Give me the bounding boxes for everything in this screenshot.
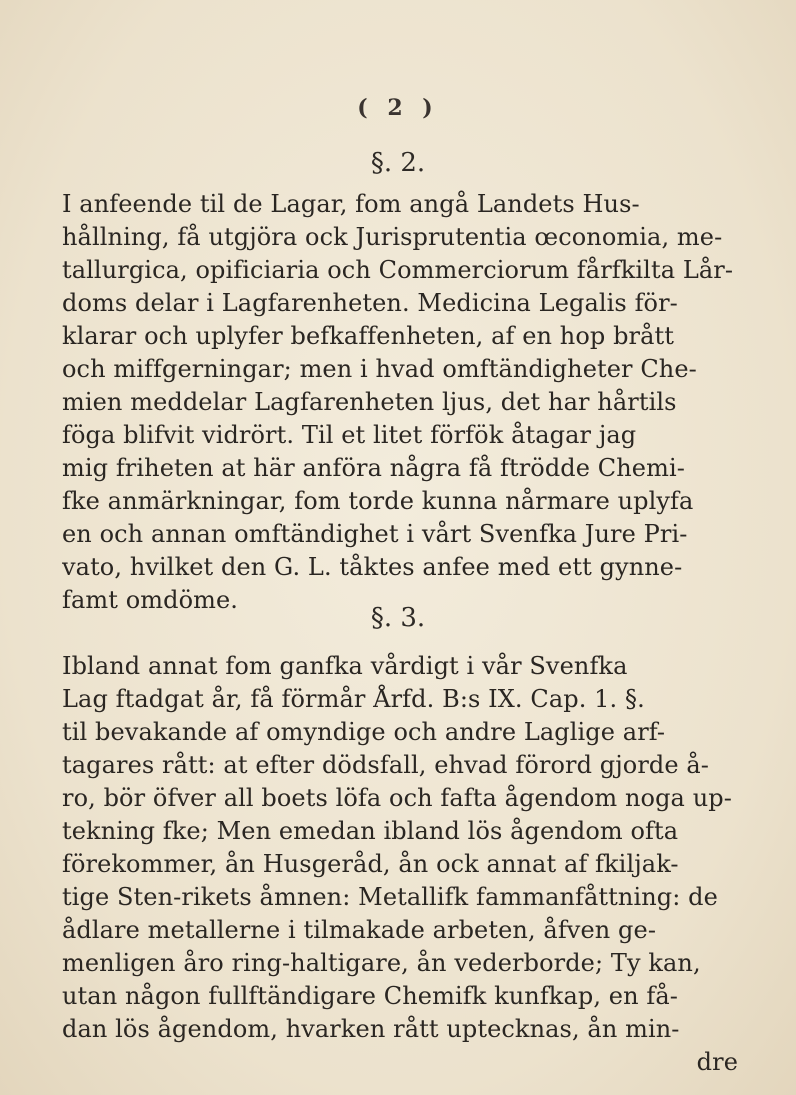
text-line: mien meddelar Lagfarenheten ljus, det har hårtils — [62, 388, 677, 416]
text-line: föga blifvit vidrört. Til et litet förfök åtagar jag — [62, 421, 637, 449]
text-line: mig friheten at här anföra några få ftrödde Chemi- — [62, 454, 685, 482]
text-line: klarar och uplyfer befkaffenheten, af en hop brått — [62, 322, 675, 350]
text-line: doms delar i Lagfarenheten. Medicina Legalis för- — [62, 289, 678, 317]
text-line: vato, hvilket den G. L. tåktes anfee med ett gynne- — [62, 553, 683, 581]
text-line: famt omdöme. — [62, 586, 239, 614]
text-line: utan någon fullftändigare Chemifk kunfkap, en få- — [62, 982, 678, 1010]
text-line: tagares rått: at efter dödsfall, ehvad förord gjorde å- — [62, 751, 710, 779]
text-line: en och annan omftändighet i vårt Svenfka Jure Pri- — [62, 520, 688, 548]
text-line: och miffgerningar; men i hvad omftändigheter Che- — [62, 355, 697, 383]
text-line: menligen åro ring-haltigare, ån vederborde; Ty kan, — [62, 949, 701, 977]
text-line: förekommer, ån Husgeråd, ån ock annat af fkiljak- — [62, 850, 679, 878]
text-line: ro, bör öfver all boets löfa och fafta ågendom noga up- — [62, 784, 732, 812]
text-line: ådlare metallerne i tilmakade arbeten, åfven ge- — [62, 916, 657, 944]
text-line: til bevakande af omyndige och andre Laglige arf- — [62, 718, 666, 746]
text-line: tallurgica, opificiaria och Commerciorum fårfkilta Lår- — [62, 256, 734, 284]
paragraph-section-2 — [62, 188, 738, 617]
running-head: ( 2 ) — [357, 95, 439, 121]
text-line: tekning fke; Men emedan ibland lös ågendom ofta — [62, 817, 679, 845]
text-line: dan lös ågendom, hvarken rått uptecknas, ån min- — [62, 1015, 680, 1043]
section-heading-2: §. 2. — [370, 148, 426, 178]
section-heading-3: §. 3. — [370, 603, 426, 633]
text-line: tige Sten-rikets åmnen: Metallifk fammanfåttning: de — [62, 883, 718, 911]
catchword: dre — [696, 1048, 738, 1076]
text-line: fke anmärkningar, fom torde kunna nårmare uplyfa — [62, 487, 694, 515]
text-line: Lag ftadgat år, få förmår Årfd. B:s IX. Cap. 1. §. — [62, 685, 645, 713]
text-line: hållning, få utgjöra ock Jurisprutentia œconomia, me- — [62, 223, 723, 251]
text-line: I anfeende til de Lagar, fom angå Landets Hus- — [62, 190, 640, 218]
paragraph-section-3 — [62, 650, 738, 1079]
text-line: Ibland annat fom ganfka vårdigt i vår Svenfka — [62, 652, 628, 680]
